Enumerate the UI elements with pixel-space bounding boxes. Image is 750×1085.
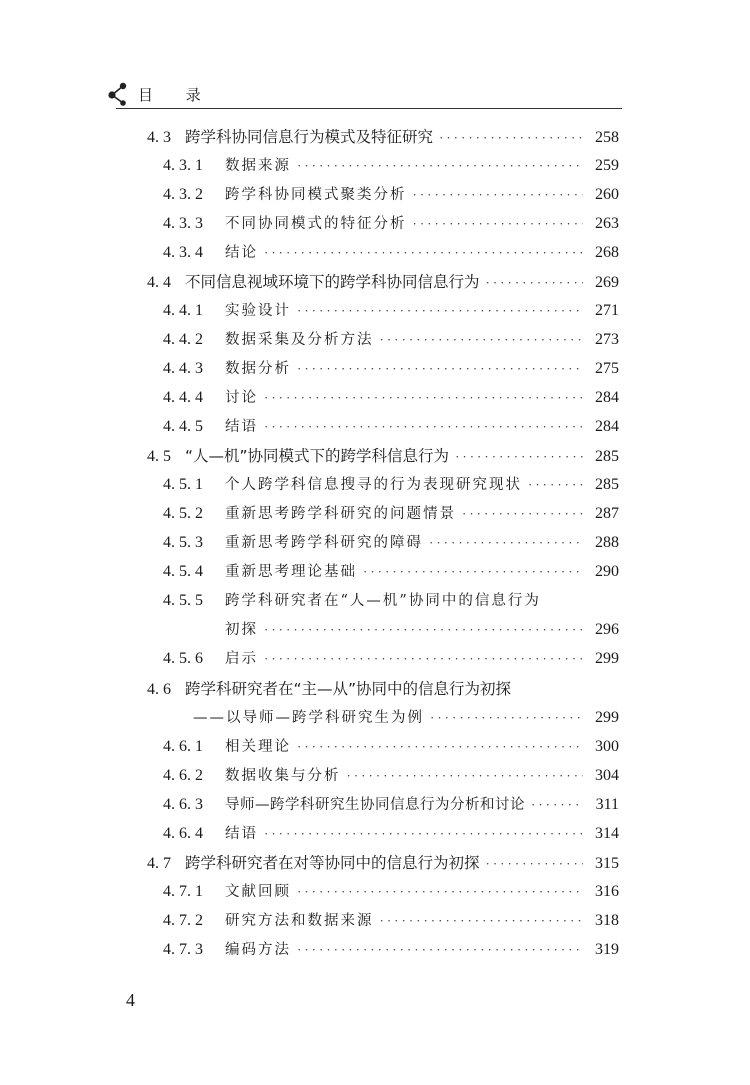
leader-dots — [264, 826, 583, 842]
toc-entry[interactable] — [163, 154, 619, 176]
toc-entry[interactable] — [147, 125, 619, 147]
toc-entry[interactable] — [163, 212, 619, 234]
toc-page: 284 — [595, 418, 619, 435]
leader-dots — [264, 390, 583, 406]
toc-entry[interactable] — [147, 677, 619, 699]
toc-page: 287 — [595, 505, 619, 522]
toc-number: 4. 5. 1 — [163, 476, 203, 493]
toc-entry[interactable] — [163, 735, 619, 757]
toc-page: 319 — [595, 941, 619, 958]
toc-page: 316 — [595, 883, 619, 900]
toc-page: 318 — [595, 912, 619, 929]
toc-entry[interactable] — [163, 793, 619, 815]
leader-dots — [297, 361, 583, 377]
toc-number: 4. 7. 3 — [163, 941, 203, 958]
leader-dots — [347, 768, 584, 784]
toc-entry[interactable] — [163, 183, 619, 205]
toc-number: 4. 4. 5 — [163, 418, 203, 435]
toc-entry-continuation[interactable] — [225, 618, 619, 640]
toc-entry[interactable] — [163, 822, 619, 844]
leader-dots — [380, 913, 584, 929]
toc-title: 编码方法 — [225, 942, 291, 958]
toc-title: 相关理论 — [225, 739, 291, 755]
toc-number: 4. 3. 1 — [163, 157, 203, 174]
toc-title: 结语 — [225, 826, 258, 842]
leader-dots — [363, 564, 583, 580]
leader-dots — [486, 275, 583, 291]
leader-dots — [413, 187, 584, 203]
leader-dots — [297, 303, 583, 319]
toc-page: 269 — [595, 274, 619, 291]
toc-page: 268 — [595, 244, 619, 261]
leader-dots — [264, 622, 583, 638]
toc-title: 启示 — [225, 651, 258, 667]
toc-title: 数据来源 — [225, 158, 291, 174]
toc-title: 数据分析 — [225, 361, 291, 377]
toc-title: 文献回顾 — [225, 884, 291, 900]
toc-title: 跨学科协同信息行为模式及特征研究 — [185, 128, 434, 146]
leader-dots — [462, 506, 583, 522]
toc-page: 273 — [595, 331, 619, 348]
toc-entry[interactable] — [163, 764, 619, 786]
toc-page: 285 — [595, 476, 619, 493]
toc-title: 实验设计 — [225, 303, 291, 319]
toc-title: 跨学科协同模式聚类分析 — [225, 187, 407, 203]
toc-page: 296 — [595, 621, 619, 638]
leader-dots — [429, 535, 583, 551]
toc-number: 4. 6. 1 — [163, 738, 203, 755]
leader-dots — [528, 477, 583, 493]
leader-dots — [264, 419, 583, 435]
toc-title: 跨学科研究者在“人—机”协同中的信息行为 — [225, 593, 541, 609]
toc-number: 4. 5. 4 — [163, 563, 203, 580]
toc-entry[interactable] — [163, 357, 619, 379]
toc-title: 数据收集与分析 — [225, 768, 341, 784]
toc-entry[interactable] — [163, 299, 619, 321]
leader-dots — [380, 332, 584, 348]
header-title: 目 录 — [138, 86, 215, 104]
leader-dots — [531, 797, 583, 813]
toc-number: 4. 4 — [147, 274, 171, 291]
toc-number: 4. 4. 4 — [163, 389, 203, 406]
toc-number: 4. 3. 3 — [163, 215, 203, 232]
toc-number: 4. 7. 2 — [163, 912, 203, 929]
toc-number: 4. 7. 1 — [163, 883, 203, 900]
toc-page: 258 — [595, 129, 619, 146]
toc-number: 4. 6. 2 — [163, 767, 203, 784]
toc-entry[interactable] — [163, 880, 619, 902]
toc-title: 不同协同模式的特征分析 — [225, 216, 407, 232]
toc-page: 275 — [595, 360, 619, 377]
toc-entry[interactable] — [163, 328, 619, 350]
toc-title: 结论 — [225, 245, 258, 261]
toc-page: 299 — [595, 650, 619, 667]
toc-number: 4. 3. 2 — [163, 186, 203, 203]
toc-number: 4. 7 — [147, 855, 171, 872]
toc-entry[interactable] — [163, 386, 619, 408]
leader-dots — [297, 739, 583, 755]
leader-dots — [297, 158, 583, 174]
leader-dots — [486, 856, 583, 872]
toc-page: 311 — [595, 796, 619, 813]
toc-title-continued: 初探 — [225, 622, 258, 638]
toc-entry[interactable] — [163, 531, 619, 553]
leader-dots — [455, 449, 583, 465]
toc-number: 4. 4. 3 — [163, 360, 203, 377]
leader-dots — [297, 884, 583, 900]
toc-number: 4. 4. 2 — [163, 331, 203, 348]
toc-number: 4. 3. 4 — [163, 244, 203, 261]
toc-number: 4. 5 — [147, 448, 171, 465]
toc-number: 4. 5. 3 — [163, 534, 203, 551]
toc-entry[interactable] — [147, 270, 619, 292]
toc-page: 263 — [595, 215, 619, 232]
toc-entry[interactable] — [163, 241, 619, 263]
toc-page: 314 — [595, 825, 619, 842]
toc-entry[interactable] — [163, 415, 619, 437]
toc-title: 不同信息视域环境下的跨学科协同信息行为 — [185, 273, 480, 291]
toc-entry[interactable] — [163, 502, 619, 524]
toc-number: 4. 3 — [147, 129, 171, 146]
toc-title: 研究方法和数据来源 — [225, 913, 374, 929]
toc-entry[interactable] — [147, 444, 619, 466]
toc-entry[interactable] — [163, 647, 619, 669]
toc-entry[interactable] — [147, 851, 619, 873]
page-number: 4 — [126, 990, 135, 1010]
toc-number: 4. 5. 2 — [163, 505, 203, 522]
toc-title: 讨论 — [225, 390, 258, 406]
toc-title: “人—机”协同模式下的跨学科信息行为 — [185, 447, 450, 465]
toc-page: 260 — [595, 186, 619, 203]
toc-number: 4. 6. 3 — [163, 796, 203, 813]
leader-dots — [264, 651, 583, 667]
toc-page: 315 — [595, 855, 619, 872]
toc-title: 导师—跨学科研究生协同信息行为分析和讨论 — [225, 797, 525, 813]
leader-dots — [264, 245, 583, 261]
toc-title: 跨学科研究者在对等协同中的信息行为初探 — [185, 854, 480, 872]
toc-page: 299 — [595, 709, 619, 726]
toc-title: 重新思考理论基础 — [225, 564, 357, 580]
toc-number: 4. 6 — [147, 681, 171, 698]
toc-entry[interactable] — [163, 473, 619, 495]
toc-page: 304 — [595, 767, 619, 784]
toc-page: 285 — [595, 448, 619, 465]
leader-dots — [413, 216, 584, 232]
toc-title: 个人跨学科信息搜寻的行为表现研究现状 — [225, 477, 522, 493]
toc-title: 重新思考跨学科研究的问题情景 — [225, 506, 456, 522]
toc-title: 结语 — [225, 419, 258, 435]
toc-title: 跨学科研究者在“主—从”协同中的信息行为初探 — [185, 680, 512, 698]
toc-entry[interactable] — [163, 938, 619, 960]
toc-title-continued: ——以导师—跨学科研究生为例 — [193, 710, 424, 726]
leader-dots — [297, 942, 583, 958]
toc-number: 4. 4. 1 — [163, 302, 203, 319]
toc-page: 300 — [595, 738, 619, 755]
toc-page: 271 — [595, 302, 619, 319]
toc-title: 重新思考跨学科研究的障碍 — [225, 535, 423, 551]
toc-entry-continuation[interactable] — [193, 706, 619, 728]
toc-page: 290 — [595, 563, 619, 580]
leader-dots — [430, 710, 583, 726]
toc-page: 288 — [595, 534, 619, 551]
toc-number: 4. 5. 6 — [163, 650, 203, 667]
toc-page: 284 — [595, 389, 619, 406]
toc-entry[interactable] — [163, 909, 619, 931]
leader-dots — [439, 130, 583, 146]
toc-title: 数据采集及分析方法 — [225, 332, 374, 348]
toc-entry[interactable] — [163, 560, 619, 582]
toc-entry[interactable] — [163, 589, 619, 611]
toc-page: 259 — [595, 157, 619, 174]
toc-number: 4. 5. 5 — [163, 592, 203, 609]
toc-number: 4. 6. 4 — [163, 825, 203, 842]
